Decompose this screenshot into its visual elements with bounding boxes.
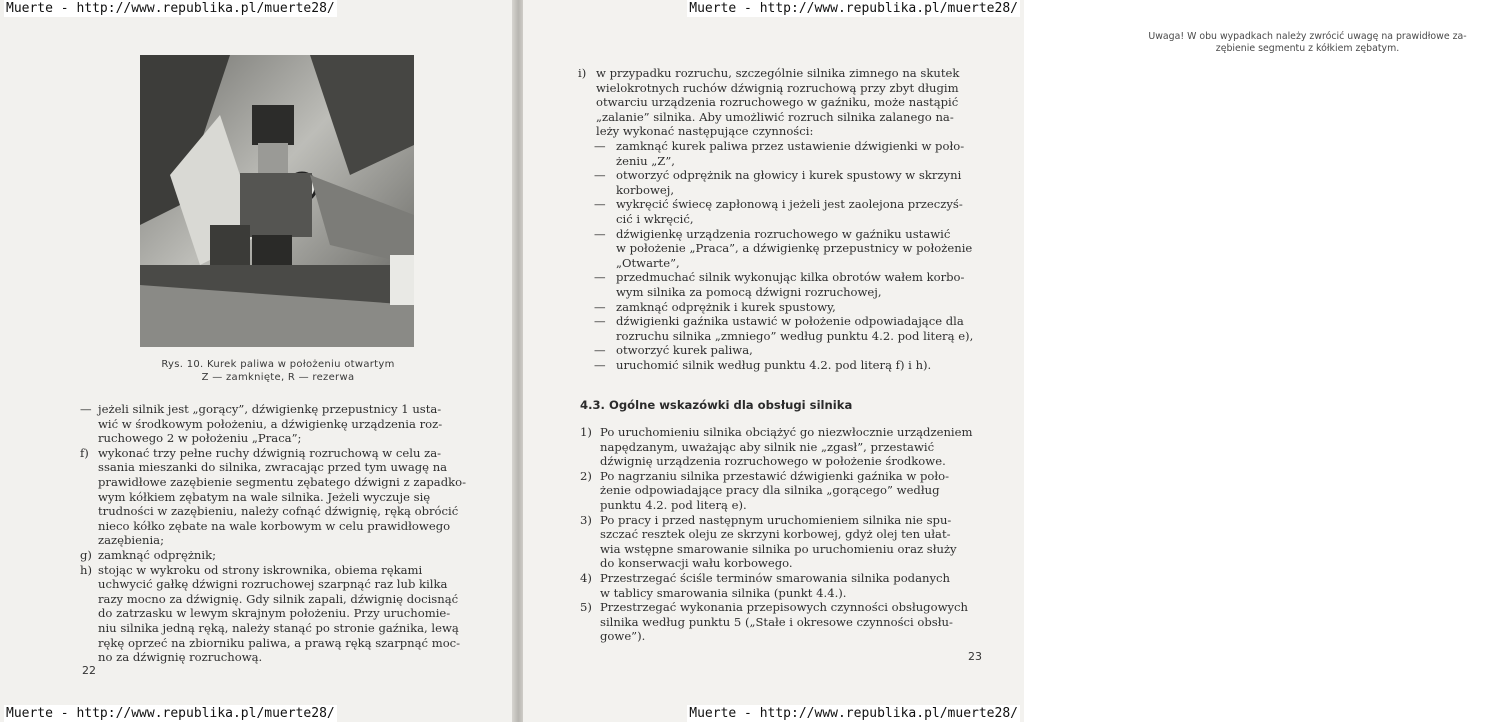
- note-line: zębienie segmentu z kółkiem zębatym.: [1215, 43, 1400, 54]
- line-text: dźwignię urządzenia rozruchowego w położenie środkowe.: [600, 454, 946, 469]
- line-text: ruchowego 2 w położeniu „Praca”;: [98, 431, 302, 446]
- text-line: [580, 425, 980, 440]
- line-text: prawidłowe zazębienie segmentu zębatego dźwigni z zapadko-: [98, 474, 467, 489]
- text-line: [578, 270, 978, 285]
- line-text: jeżeli silnik jest „gorący”, dźwigienkę przepustnicy 1 usta-: [98, 402, 442, 416]
- left-page-body: [80, 402, 475, 665]
- text-line: [578, 110, 978, 125]
- text-line: [578, 300, 978, 315]
- line-text: w tablicy smarowania silnika (punkt 4.4.).: [600, 585, 847, 600]
- line-text: Przestrzegać wykonania przepisowych czynności obsługowych: [600, 600, 968, 615]
- line-text: Po pracy i przed następnym uruchomieniem silnika nie spu-: [600, 512, 952, 527]
- text-line: [578, 241, 978, 256]
- text-line: [580, 629, 980, 644]
- line-text: wić w środkowym położeniu, a dźwigienkę urządzenia roz-: [98, 416, 443, 431]
- line-text: stojąc w wykroku od strony iskrownika, obiema rękami: [98, 562, 423, 577]
- list-marker: —: [594, 197, 606, 212]
- text-line: [578, 212, 978, 227]
- line-text: „Otwarte”,: [616, 255, 680, 270]
- section-heading: 4.3. Ogólne wskazówki dla obsługi silnika: [580, 398, 853, 412]
- text-line: [578, 227, 978, 242]
- line-text: no za dźwignię rozruchową.: [98, 650, 263, 665]
- line-text: nieco kółko zębate na wale korbowym w celu prawidłowego: [98, 518, 451, 533]
- list-marker: 3): [580, 512, 592, 527]
- text-line: [580, 527, 980, 542]
- line-text: razy mocno za dźwignię. Gdy silnik zapali, dźwignię docisnąć: [98, 591, 459, 606]
- text-line: [80, 446, 475, 461]
- line-text: otworzyć kurek paliwa,: [616, 343, 753, 358]
- line-text: uchwycić gałkę dźwigni rozruchowej szarpnąć raz lub kilka: [98, 577, 448, 592]
- line-text: leży wykonać następujące czynności:: [596, 124, 814, 139]
- line-text: rozruchu silnika „zmniego” według punktu 4.2. pod literą e),: [616, 328, 974, 343]
- text-line: [578, 197, 978, 212]
- section-list: [580, 425, 980, 644]
- left-page: [0, 0, 518, 722]
- line-text: wykonać trzy pełne ruchy dźwignią rozruchową w celu za-: [98, 445, 442, 460]
- list-marker: —: [594, 168, 606, 183]
- line-text: zamknąć kurek paliwa przez ustawienie dźwigienki w poło-: [616, 138, 965, 153]
- caption-line: Z — zamknięte, R — rezerwa: [201, 372, 355, 383]
- text-line: [580, 542, 980, 557]
- line-text: otwarciu urządzenia rozruchowego w gaźniku, może nastąpić: [596, 95, 959, 110]
- text-line: [578, 285, 978, 300]
- text-line: [578, 343, 978, 358]
- text-line: [578, 154, 978, 169]
- list-marker: —: [594, 357, 606, 372]
- list-marker: —: [594, 226, 606, 241]
- text-line: [580, 571, 980, 586]
- text-line: [80, 606, 475, 621]
- line-text: wia wstępne smarowanie silnika po uruchomieniu oraz służy: [600, 541, 957, 556]
- line-text: do konserwacji wału korbowego.: [600, 556, 793, 571]
- text-line: [580, 483, 980, 498]
- text-line: [80, 460, 475, 475]
- line-text: otworzyć odprężnik na głowicy i kurek spustowy w skrzyni: [616, 168, 962, 183]
- text-line: [80, 592, 475, 607]
- line-text: dźwigienkę urządzenia rozruchowego w gaźniku ustawić: [616, 226, 951, 241]
- warning-note: [1115, 31, 1500, 55]
- list-marker: —: [80, 402, 92, 416]
- line-text: wym silnika za pomocą dźwigni rozruchowej,: [616, 284, 882, 299]
- line-text: korbowej,: [616, 182, 675, 197]
- list-marker: —: [594, 138, 606, 153]
- list-marker: —: [594, 343, 606, 358]
- line-text: dźwigienki gaźnika ustawić w położenie odpowiadające dla: [616, 314, 964, 329]
- line-text: wym kółkiem zębatym na wale silnika. Jeżeli wyczuje się: [98, 489, 431, 504]
- line-text: trudności w zazębieniu, należy cofnąć dźwignię, ręką obrócić: [98, 504, 459, 519]
- text-line: [80, 519, 475, 534]
- caption-line: Rys. 10. Kurek paliwa w położeniu otwartym: [161, 359, 395, 370]
- text-line: [80, 636, 475, 651]
- page-number-right: 23: [968, 650, 982, 663]
- watermark-top-left: Muerte - http://www.republika.pl/muerte28/: [6, 1, 335, 16]
- text-line: [578, 329, 978, 344]
- text-line: [580, 469, 980, 484]
- text-line: [578, 314, 978, 329]
- text-line: [80, 650, 475, 665]
- list-marker: —: [594, 314, 606, 329]
- text-line: [580, 440, 980, 455]
- right-page-body: [578, 66, 978, 372]
- line-text: do zatrzasku w lewym skrajnym położeniu. Przy uruchomie-: [98, 606, 451, 621]
- line-text: przedmuchać silnik wykonując kilka obrotów wałem korbo-: [616, 270, 965, 285]
- line-text: wielokrotnych ruchów dźwignią rozruchową przy zbyt długim: [596, 80, 959, 95]
- list-marker: f): [80, 445, 89, 460]
- line-text: rękę oprzeć na zbiorniku paliwa, a prawą ręką szarpnąć moc-: [98, 635, 461, 650]
- fuel-tap-photo: [140, 55, 414, 347]
- text-line: [580, 615, 980, 630]
- figure-caption: [128, 358, 428, 384]
- text-line: [578, 95, 978, 110]
- line-text: żenie odpowiadające pracy dla silnika „gorącego” według: [600, 483, 940, 498]
- list-marker: 4): [580, 570, 592, 585]
- text-line: [80, 504, 475, 519]
- line-text: punktu 4.2. pod literą e).: [600, 497, 747, 512]
- watermark-top-right: Muerte - http://www.republika.pl/muerte28/: [689, 1, 1018, 16]
- watermark-bottom-left: Muerte - http://www.republika.pl/muerte28/: [6, 706, 335, 721]
- line-text: cić i wkręcić,: [616, 211, 694, 226]
- page-number-left: 22: [82, 664, 96, 677]
- text-line: [578, 358, 978, 373]
- list-marker: i): [578, 66, 587, 80]
- line-text: w położenie „Praca”, a dźwigienkę przepustnicy w położenie: [616, 241, 973, 256]
- text-line: [80, 533, 475, 548]
- line-text: napędzanym, uważając aby silnik nie „zgasł”, przestawić: [600, 439, 935, 454]
- text-line: [580, 586, 980, 601]
- watermark-bottom-right: Muerte - http://www.republika.pl/muerte28/: [689, 706, 1018, 721]
- text-line: [580, 513, 980, 528]
- text-line: [580, 498, 980, 513]
- text-line: [578, 256, 978, 271]
- line-text: zazębienia;: [98, 533, 164, 548]
- note-line: Uwaga! W obu wypadkach należy zwrócić uwagę na prawidłowe za-: [1148, 31, 1467, 42]
- text-line: [578, 139, 978, 154]
- text-line: [80, 475, 475, 490]
- list-marker: —: [594, 270, 606, 285]
- list-marker: h): [80, 562, 92, 577]
- text-line: [578, 124, 978, 139]
- list-marker: g): [80, 547, 92, 562]
- text-line: [80, 621, 475, 636]
- text-line: [80, 490, 475, 505]
- line-text: ssania mieszanki do silnika, zwracając przed tym uwagę na: [98, 460, 448, 475]
- text-line: [578, 66, 978, 81]
- text-line: [80, 577, 475, 592]
- text-line: [80, 431, 475, 446]
- text-line: [578, 81, 978, 96]
- line-text: Po nagrzaniu silnika przestawić dźwigienki gaźnika w poło-: [600, 468, 950, 483]
- text-line: [580, 556, 980, 571]
- text-line: [80, 402, 475, 417]
- list-marker: 1): [580, 425, 592, 439]
- line-text: wykręcić świecę zapłonową i jeżeli jest zaolejona przeczyś-: [616, 197, 963, 212]
- text-line: [80, 563, 475, 578]
- text-line: [80, 417, 475, 432]
- text-line: [580, 454, 980, 469]
- line-text: zamknąć odprężnik;: [98, 547, 217, 562]
- line-text: gowe”).: [600, 629, 646, 644]
- line-text: Po uruchomieniu silnika obciążyć go niezwłocznie urządzeniem: [600, 425, 973, 439]
- text-line: [578, 183, 978, 198]
- line-text: silnika według punktu 5 („Stałe i okresowe czynności obsłu-: [600, 614, 953, 629]
- list-marker: 5): [580, 600, 592, 615]
- list-marker: 2): [580, 468, 592, 483]
- line-text: Przestrzegać ściśle terminów smarowania silnika podanych: [600, 570, 950, 585]
- line-text: „zalanie” silnika. Aby umożliwić rozruch silnika zalanego na-: [596, 109, 954, 124]
- line-text: szczać resztek oleju ze skrzyni korbowej, gdyż olej ten ułat-: [600, 527, 951, 542]
- list-marker: —: [594, 299, 606, 314]
- line-text: żeniu „Z”,: [616, 153, 675, 168]
- line-text: zamknąć odprężnik i kurek spustowy,: [616, 299, 836, 314]
- line-text: niu silnika jedną ręką, należy stanąć po stronie gaźnika, lewą: [98, 620, 459, 635]
- text-line: [578, 168, 978, 183]
- line-text: w przypadku rozruchu, szczególnie silnika zimnego na skutek: [596, 66, 960, 80]
- text-line: [580, 600, 980, 615]
- line-text: uruchomić silnik według punktu 4.2. pod literą f) i h).: [616, 357, 932, 372]
- text-line: [80, 548, 475, 563]
